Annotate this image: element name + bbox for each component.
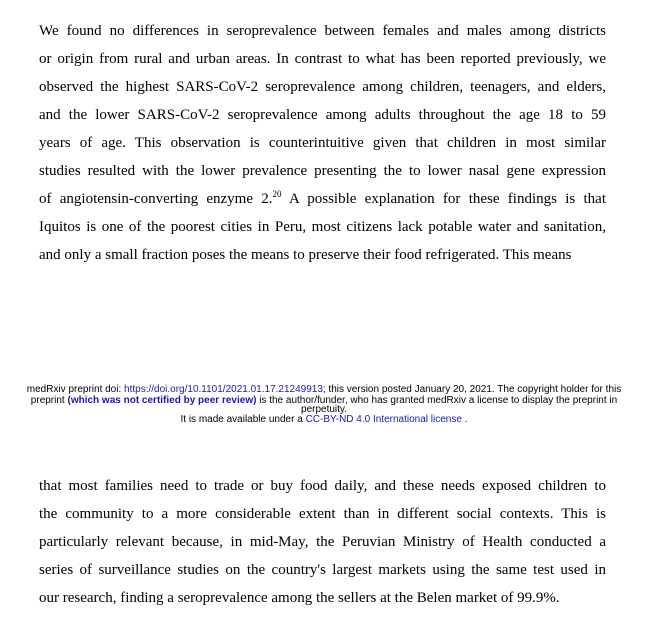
paragraph-line: and only a small fraction poses the means to preserve their food refrigerated. This means bbox=[39, 247, 572, 263]
paragraph-line: our research, finding a seroprevalence among the sellers at the Belen market of 99.9%. bbox=[39, 590, 560, 606]
notice-line-3: perpetuity. bbox=[301, 404, 347, 415]
paragraph-line: or origin from rural and urban areas. In contrast to what has been reported previously, we bbox=[39, 51, 606, 67]
license-link[interactable]: CC-BY-ND 4.0 International license bbox=[305, 414, 462, 425]
notice-text: . bbox=[461, 414, 468, 425]
paragraph-top bbox=[39, 17, 606, 269]
paragraph-line: years of age. This observation is counterintuitive given that children in most similar bbox=[39, 135, 606, 151]
paragraph-line: and the lower SARS-CoV-2 seroprevalence among adults throughout the age 18 to 59 bbox=[39, 107, 606, 123]
notice-text: medRxiv preprint doi: bbox=[26, 384, 125, 395]
paragraph-line: studies resulted with the lower prevalence presenting the to lower nasal gene expression bbox=[39, 163, 606, 179]
doi-link[interactable]: https://doi.org/10.1101/2021.01.17.21249913 bbox=[124, 384, 323, 395]
paragraph-line: series of surveillance studies on the country's largest markets using the same test used in bbox=[39, 562, 606, 578]
paragraph-line-with-citation bbox=[39, 185, 606, 213]
notice-text: preprint bbox=[30, 395, 68, 406]
peer-review-note: (which was not certified by peer review) bbox=[67, 395, 257, 406]
line-text: of angiotensin-converting enzyme 2. bbox=[39, 191, 273, 207]
notice-text: It is made available under a bbox=[180, 414, 306, 425]
preprint-notice bbox=[0, 384, 648, 425]
line-text: A possible explanation for these findings is that bbox=[281, 191, 607, 207]
paragraph-bottom bbox=[39, 472, 606, 612]
citation-reference[interactable]: 20 bbox=[272, 189, 282, 199]
notice-line-1 bbox=[0, 384, 648, 395]
notice-line-4 bbox=[0, 414, 648, 425]
notice-text: is the author/funder, who has granted medRxiv a license to display the preprint in bbox=[256, 395, 618, 406]
paragraph-line: observed the highest SARS-CoV-2 seroprevalence among children, teenagers, and elders, bbox=[39, 79, 606, 95]
paragraph-line: We found no differences in seroprevalence between females and males among districts bbox=[39, 23, 606, 39]
paragraph-line: particularly relevant because, in mid-May, the Peruvian Ministry of Health conducted a bbox=[39, 534, 606, 550]
paragraph-line: that most families need to trade or buy food daily, and these needs exposed children to bbox=[39, 478, 606, 494]
paragraph-line: Iquitos is one of the poorest cities in Peru, most citizens lack potable water and sanitation, bbox=[39, 219, 606, 235]
paragraph-line: the community to a more considerable extent than in different social contexts. This is bbox=[39, 506, 606, 522]
notice-text: ; this version posted January 20, 2021. The copyright holder for this bbox=[322, 384, 622, 395]
